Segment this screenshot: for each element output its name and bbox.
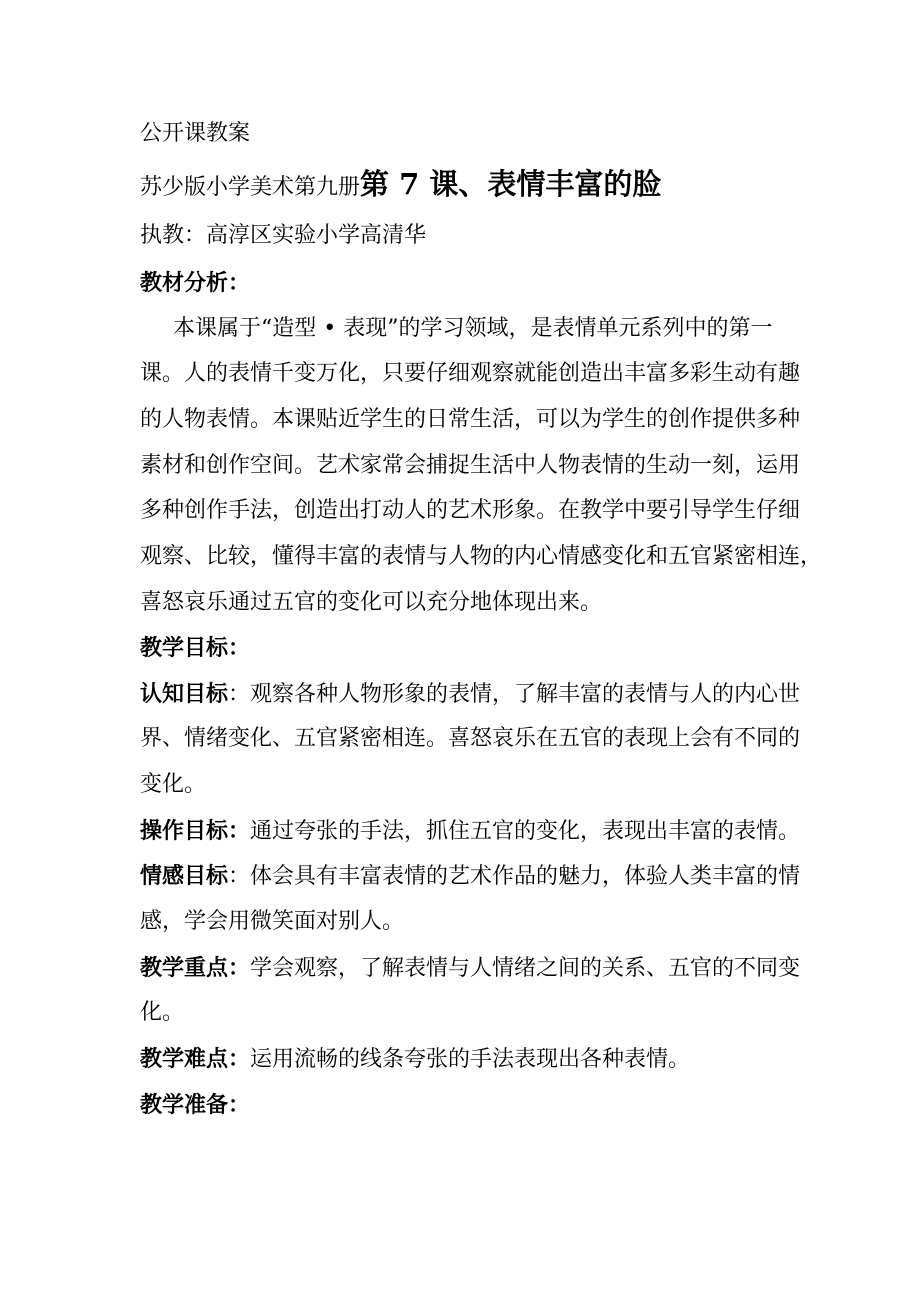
difficulties-text: 运用流畅的线条夸张的手法表现出各种表情。 [250,1047,691,1072]
key-points-line [140,952,800,985]
cognitive-goal-text: ：观察各种人物形象的表情，了解丰富的表情与人的内心世 [228,682,801,707]
cognitive-goal-line: 界、情绪变化、五官紧密相连。喜怒哀乐在五官的表现上会有不同的 [140,726,801,751]
document-label: 公开课教案 [140,121,251,146]
key-points-text: 学会观察，了解表情与人情绪之间的关系、五官的不同变 [250,956,801,981]
analysis-line: 课。人的表情千变万化，只要仔细观察就能创造出丰富多彩生动有趣 [140,361,801,386]
analysis-line: 多种创作手法，创造出打动人的艺术形象。在教学中要引导学生仔细 [140,498,801,523]
operation-goal-label: 操作目标： [140,818,251,844]
cognitive-goal-line [140,678,800,711]
operation-goal-line [140,815,800,848]
lesson-title-line [140,168,661,204]
analysis-line: 喜怒哀乐通过五官的变化可以充分地体现出来。 [140,590,603,615]
analysis-line: 本课属于“造型 • 表现”的学习领域，是表情单元系列中的第一 [173,316,773,341]
emotion-goal-text: ：体会具有丰富表情的艺术作品的魅力，体验人类丰富的情 [228,864,801,889]
teacher-line: 执教：高淳区实验小学高清华 [140,223,427,248]
emotion-goal-line [140,860,800,893]
analysis-line: 素材和创作空间。艺术家常会捕捉生活中人物表情的生动一刻，运用 [140,453,801,478]
analysis-heading: 教材分析： [140,270,251,296]
cognitive-goal-label: 认知目标 [140,681,229,707]
key-points-line: 化。 [140,1000,185,1025]
emotion-goal-line: 感，学会用微笑面对别人。 [140,909,405,934]
analysis-line: 观察、比较，懂得丰富的表情与人物的内心情感变化和五官紧密相连， [140,544,823,569]
emotion-goal-label: 情感目标 [140,863,229,889]
difficulties-line [140,1043,690,1076]
analysis-line: 的人物表情。本课贴近学生的日常生活，可以为学生的创作提供多种 [140,407,801,432]
key-points-label: 教学重点： [140,955,251,981]
cognitive-goal-line: 变化。 [140,772,207,797]
operation-goal-text: 通过夸张的手法，抓住五官的变化，表现出丰富的表情。 [250,819,801,844]
preparation-heading: 教学准备： [140,1092,251,1118]
difficulties-label: 教学难点： [140,1046,251,1072]
course-name: 苏少版小学美术第九册 [140,175,361,200]
lesson-title: 第 7 课、表情丰富的脸 [360,167,662,201]
goals-heading: 教学目标： [140,635,251,661]
